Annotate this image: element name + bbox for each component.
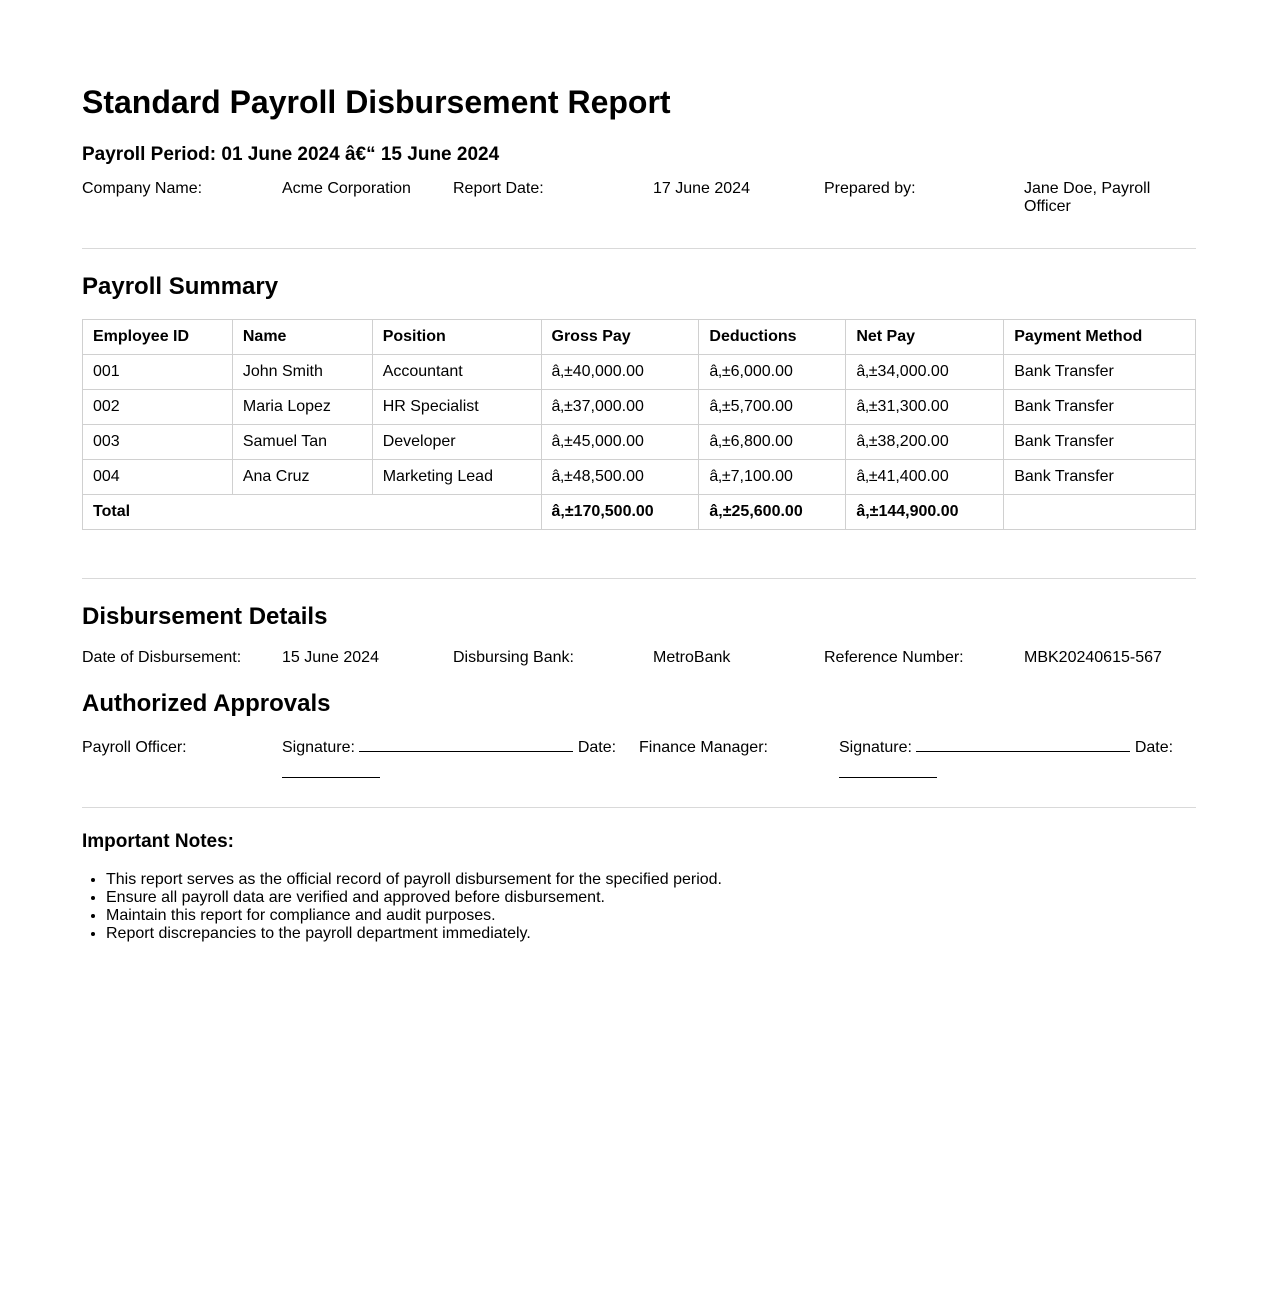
table-cell: HR Specialist (372, 390, 541, 425)
column-header: Deductions (699, 320, 846, 355)
payroll-summary-table (82, 319, 1196, 530)
prepared-by-label: Prepared by: (824, 180, 916, 197)
table-cell: â‚±7,100.00 (699, 460, 846, 495)
table-header-row (83, 320, 1196, 355)
table-cell: â‚±45,000.00 (541, 425, 699, 460)
table-cell: â‚±40,000.00 (541, 355, 699, 390)
list-item: • Maintain this report for compliance and audit purposes. (106, 907, 1196, 925)
signature-line[interactable] (359, 735, 573, 752)
table-cell: John Smith (232, 355, 372, 390)
signature-label: Signature: (282, 739, 355, 756)
list-item: • This report serves as the official record of payroll disbursement for the specified period. (106, 871, 1196, 889)
table-row (83, 425, 1196, 460)
table-cell: 004 (83, 460, 233, 495)
table-cell: Developer (372, 425, 541, 460)
list-item: • Ensure all payroll data are verified and approved before disbursement. (106, 889, 1196, 907)
table-cell: 003 (83, 425, 233, 460)
company-name-label: Company Name: (82, 180, 203, 197)
table-cell: â‚±6,800.00 (699, 425, 846, 460)
table-cell: 001 (83, 355, 233, 390)
disbursing-bank-label: Disbursing Bank: (453, 649, 574, 666)
date-line[interactable] (839, 761, 937, 778)
disbursement-date-label: Date of Disbursement: (82, 649, 242, 666)
column-header: Position (372, 320, 541, 355)
payroll-period: Payroll Period: 01 June 2024 â€“ 15 June 2024 (82, 144, 500, 165)
date-line[interactable] (282, 761, 380, 778)
disbursement-date-value: 15 June 2024 (282, 649, 379, 666)
company-name-value: Acme Corporation (282, 180, 411, 197)
report-title: Standard Payroll Disbursement Report (82, 84, 671, 120)
divider (82, 578, 1196, 579)
total-gross: â‚±170,500.00 (541, 495, 699, 530)
notes-heading: Important Notes: (82, 831, 234, 852)
table-cell: Bank Transfer (1004, 390, 1196, 425)
column-header: Gross Pay (541, 320, 699, 355)
list-item: • Report discrepancies to the payroll department immediately. (106, 925, 1196, 943)
table-cell: â‚±41,400.00 (846, 460, 1004, 495)
divider (82, 248, 1196, 249)
table-cell: â‚±34,000.00 (846, 355, 1004, 390)
total-label: Total (83, 495, 542, 530)
finance-manager-signature-block (839, 735, 1196, 787)
table-cell: Ana Cruz (232, 460, 372, 495)
table-cell: Accountant (372, 355, 541, 390)
payroll-summary-heading: Payroll Summary (82, 273, 279, 300)
approvals-row (82, 735, 1196, 787)
table-cell: Bank Transfer (1004, 460, 1196, 495)
reference-number-label: Reference Number: (824, 649, 964, 666)
total-row (83, 495, 1196, 530)
table-cell: Maria Lopez (232, 390, 372, 425)
table-row (83, 390, 1196, 425)
disbursing-bank-value: MetroBank (653, 649, 731, 666)
report-date-label: Report Date: (453, 180, 544, 197)
table-cell: â‚±5,700.00 (699, 390, 846, 425)
date-label: Date: (1134, 739, 1174, 756)
divider (82, 807, 1196, 808)
table-cell: â‚±38,200.00 (846, 425, 1004, 460)
table-cell: â‚±6,000.00 (699, 355, 846, 390)
prepared-by-value: Jane Doe, Payroll Officer (1024, 180, 1151, 215)
signature-line[interactable] (916, 735, 1130, 752)
table-cell: Marketing Lead (372, 460, 541, 495)
table-cell: Bank Transfer (1004, 355, 1196, 390)
date-label: Date: (577, 739, 617, 756)
payroll-officer-signature-block (282, 735, 639, 787)
payroll-officer-label: Payroll Officer: (82, 739, 187, 756)
table-row (83, 460, 1196, 495)
table-cell: â‚±48,500.00 (541, 460, 699, 495)
report-meta (82, 180, 1196, 216)
column-header: Employee ID (83, 320, 233, 355)
notes-list (82, 871, 1196, 943)
table-row (83, 355, 1196, 390)
column-header: Payment Method (1004, 320, 1196, 355)
table-cell: 002 (83, 390, 233, 425)
reference-number-value: MBK20240615-567 (1024, 649, 1162, 666)
finance-manager-label: Finance Manager: (639, 739, 768, 756)
table-cell: Bank Transfer (1004, 425, 1196, 460)
report-date-value: 17 June 2024 (653, 180, 750, 197)
approvals-heading: Authorized Approvals (82, 690, 331, 717)
total-method (1004, 495, 1196, 530)
table-cell: Samuel Tan (232, 425, 372, 460)
table-cell: â‚±31,300.00 (846, 390, 1004, 425)
table-cell: â‚±37,000.00 (541, 390, 699, 425)
column-header: Net Pay (846, 320, 1004, 355)
disbursement-heading: Disbursement Details (82, 603, 328, 630)
total-net: â‚±144,900.00 (846, 495, 1004, 530)
disbursement-details (82, 649, 1196, 667)
signature-label: Signature: (839, 739, 912, 756)
column-header: Name (232, 320, 372, 355)
total-deductions: â‚±25,600.00 (699, 495, 846, 530)
